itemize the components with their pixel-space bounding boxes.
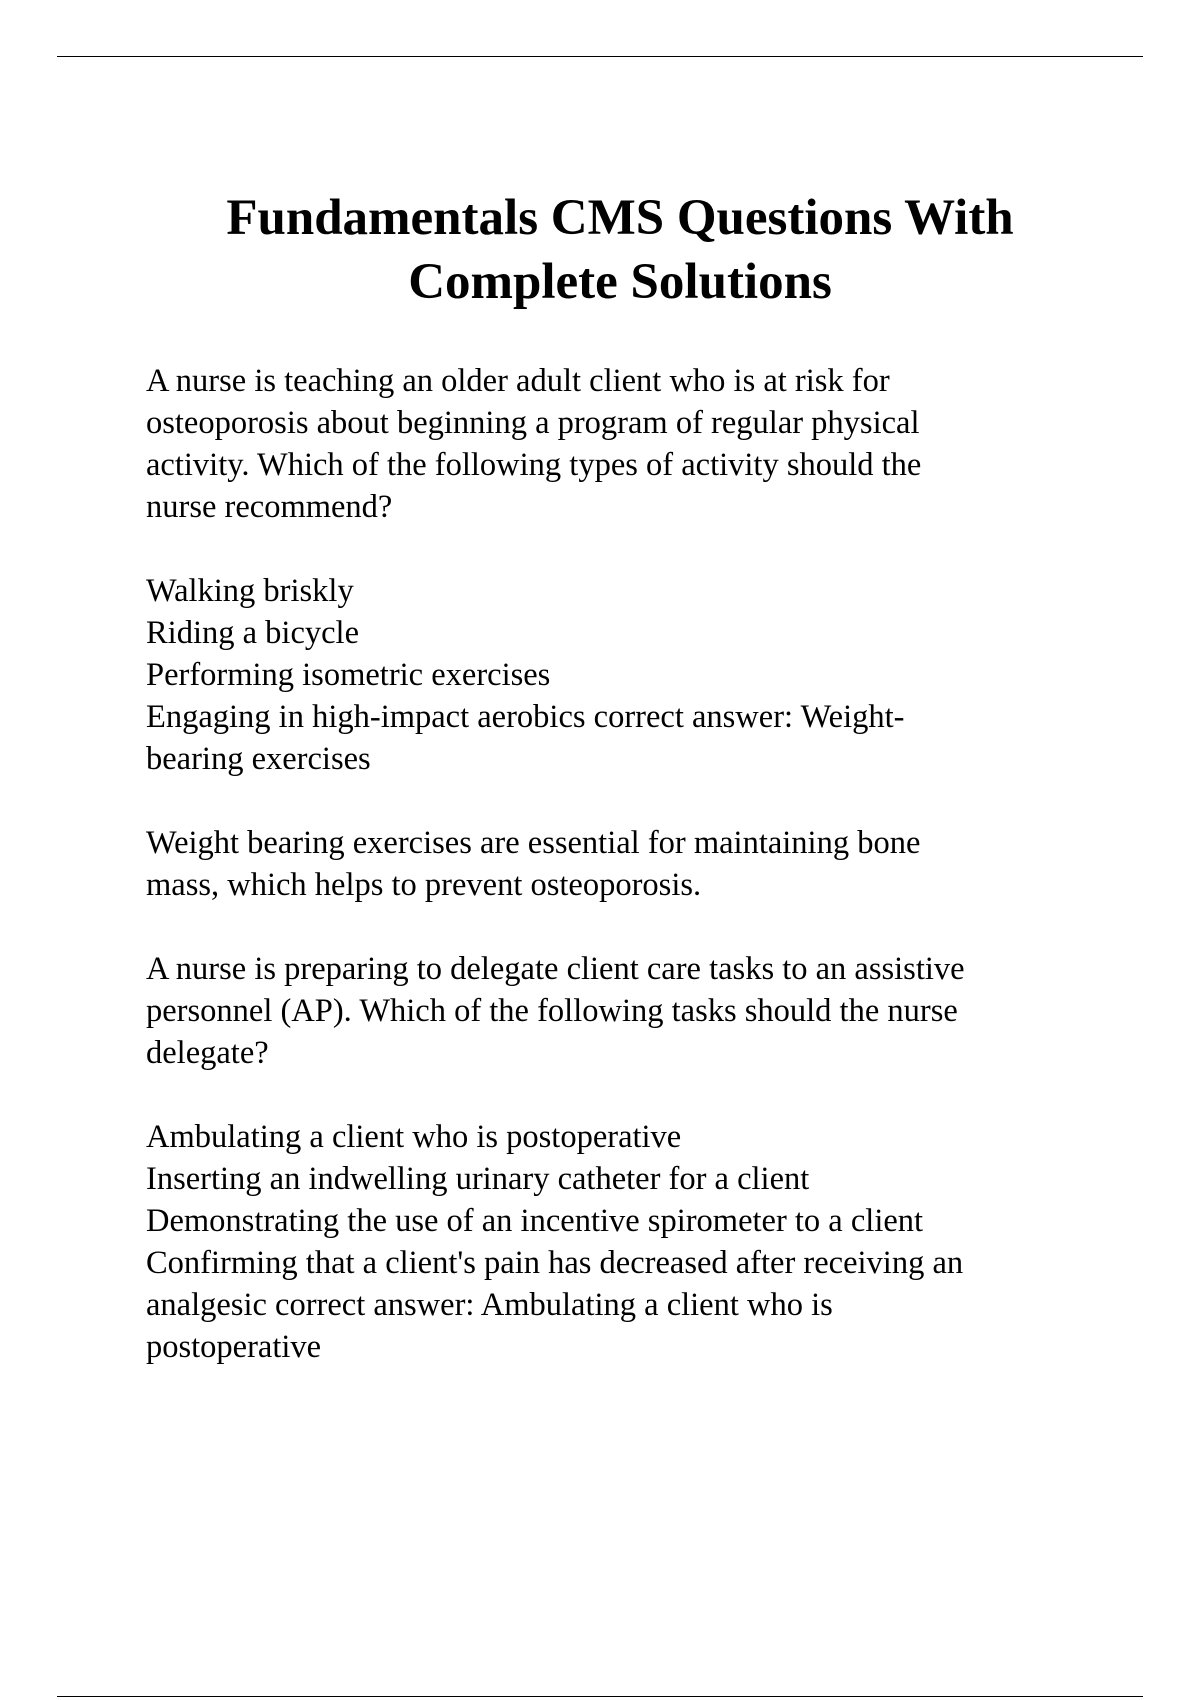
- bottom-divider: [57, 1696, 1143, 1697]
- answer-option-line: Walking briskly: [146, 573, 354, 609]
- rationale-line: Weight bearing exercises are essential for maintaining bone: [146, 825, 921, 861]
- title-line: Complete Solutions: [408, 254, 832, 310]
- answer-option-line: Engaging in high-impact aerobics correct answer: Weight-: [146, 699, 905, 735]
- answer-option-line: Demonstrating the use of an incentive spirometer to a client: [146, 1203, 924, 1239]
- answer-option-line: Confirming that a client's pain has decreased after receiving an: [146, 1245, 964, 1281]
- question-text-line: personnel (AP). Which of the following tasks should the nurse: [146, 993, 958, 1029]
- answer-option-line: Performing isometric exercises: [146, 657, 551, 693]
- spacer: [146, 1074, 1086, 1116]
- question-text-line: osteoporosis about beginning a program of regular physical: [146, 405, 920, 441]
- document-body: [146, 360, 1086, 1368]
- title-line: Fundamentals CMS Questions With: [226, 190, 1014, 246]
- question-2: [146, 948, 1086, 1368]
- spacer: [146, 780, 1086, 822]
- question-text-line: activity. Which of the following types of activity should the: [146, 447, 922, 483]
- rationale-line: mass, which helps to prevent osteoporosis.: [146, 867, 702, 903]
- answer-option-line: Ambulating a client who is postoperative: [146, 1119, 682, 1155]
- document-title: [140, 186, 1100, 314]
- answer-option-line: Riding a bicycle: [146, 615, 359, 651]
- question-1: [146, 360, 1086, 906]
- answer-option-line: postoperative: [146, 1329, 322, 1365]
- top-divider: [57, 56, 1143, 57]
- spacer: [146, 528, 1086, 570]
- question-text-line: A nurse is teaching an older adult client who is at risk for: [146, 363, 890, 399]
- question-text-line: nurse recommend?: [146, 489, 393, 525]
- answer-option-line: analgesic correct answer: Ambulating a client who is: [146, 1287, 833, 1323]
- answer-option-line: bearing exercises: [146, 741, 371, 777]
- question-text-line: A nurse is preparing to delegate client care tasks to an assistive: [146, 951, 965, 987]
- question-text-line: delegate?: [146, 1035, 269, 1071]
- answer-option-line: Inserting an indwelling urinary catheter for a client: [146, 1161, 810, 1197]
- spacer: [146, 906, 1086, 948]
